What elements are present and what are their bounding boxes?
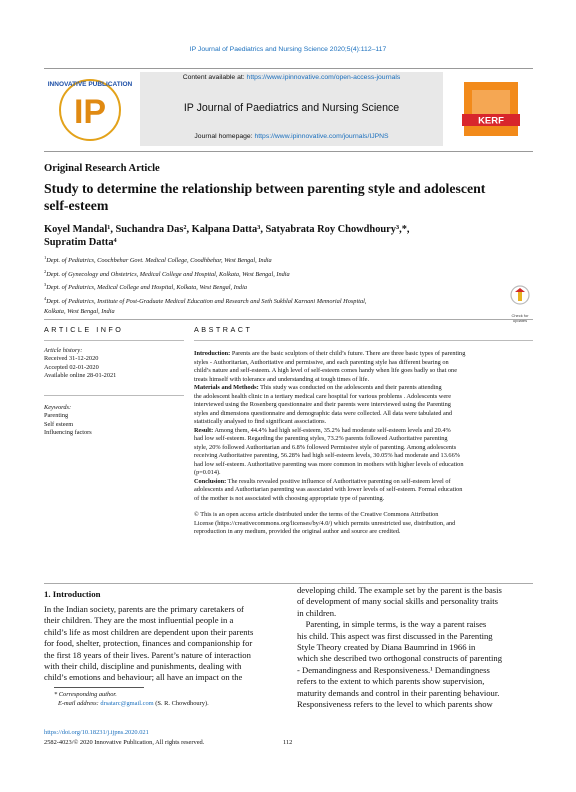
page-number: 112 [283,739,293,746]
content-link[interactable]: https://www.ipinnovative.com/open-access-journals [246,74,401,81]
crossmark-badge[interactable]: Check for updates [505,284,535,316]
section-heading-introduction: 1. Introduction [44,589,101,599]
received-date: Received 31-12-2020 [44,355,99,363]
body-right-column: developing child. The example set by the parent is the basis of development of many social skills and personality traits in children. Parenting, in simple terms, is the way a parent raises his child. This aspect was first discussed in the Parenting Style Theory created by Diana Baumrind in 1966 in which she described two orthogonal constructs of parenting - Demandingness and Responsiveness.¹ Demandingness refers to the extent to which parents show supervision, maturity demands and control in their parenting behaviour. Responsiveness refers to the level to which parents show [297,585,503,710]
info-rule-2 [44,395,184,396]
journal-homepage: Journal homepage: https://www.ipinnovative.com/journals/IJPNS [194,133,389,140]
running-header: IP Journal of Paediatrics and Nursing Science 2020;5(4):112–117 [189,46,387,53]
abstract-conclusion: Conclusion: The results revealed positive influence of Authoritative parenting on self-esteem level of adolescents and Authoritarian parenting was associated with lower levels of self-esteem. Formal education of the mother is not associated with choosing appropriate type of parenting. [194,477,463,502]
publisher-logo [44,72,136,146]
authors: Koyel Mandal¹, Suchandra Das², Kalpana Datta³, Satyabrata Roy Chowdhoury³,*, Supratim Datta⁴ [44,224,410,248]
kerf-logo [448,72,533,146]
abstract-rule [194,340,533,341]
article-info-heading: ARTICLE INFO [44,325,124,334]
body-rule [44,583,533,584]
affiliation-1: $^1$Dept. of Pediatrics, Coochbehar Govt. Medical College, Coodhbehar, West Bengal, India [44,255,272,265]
info-rule [44,340,184,341]
publisher-logo-letters: IP [73,93,107,131]
doi-link[interactable]: https://doi.org/10.18231/j.ijpns.2020.021 [44,729,149,736]
keyword: Influencing factors [44,429,92,437]
affiliation-3: $^3$Dept. of Pediatrics, Medical College and Hospital, Kolkata, West Bengal, India [44,282,247,292]
issn-copyright: 2582-4023/© 2020 Innovative Publication, All rights reserved. [44,739,205,746]
license-statement: © This is an open access article distributed under the terms of the Creative Commons Attribution License (https://creativecommons.org/licenses/by/4.0/) which permits unrestricted use, distribution, and reproduction in any medium, provided the original author and source are credited. [194,511,456,535]
content-available: Content available at: https://www.ipinnovative.com/open-access-journals [182,74,401,81]
footnote: * Corresponding author. E-mail address: drsatarc@gmail.com (S. R. Chowdhoury). [54,691,209,707]
kerf-logo-text: KERF [478,115,504,127]
accepted-date: Accepted 02-01-2020 [44,363,99,371]
body-left-column: In the Indian society, parents are the primary caretakers of their children. They are the most influential people in a child’s life as most children are dependent upon their parents for food, shelter, protection, finances and companionship for the first 18 years of their lives. Parent’s nature of interaction with their child, discipline and punishments, dealing with child’s emotions and behaviour; all have an impact on the [44,604,254,683]
article-title: Study to determine the relationship between parenting style and adolescent self-esteem [44,181,486,213]
affiliation-4-cont: Kolkata, West Bengal, India [44,308,115,315]
online-date: Available online 28-01-2021 [44,372,117,380]
journal-title: IP Journal of Paediatrics and Nursing Science [183,102,400,114]
keywords: Keywords: Parenting Self esteem Influencing factors [44,404,184,438]
abstract-heading: ABSTRACT [194,325,253,334]
section-rule [44,319,533,320]
email-link[interactable]: drsatarc@gmail.com [100,700,154,707]
keyword: Self esteem [44,420,74,428]
abstract-result: Result: Among them, 44.4% had high self-esteem, 35.2% had moderate self-esteem levels and 20.4% had low self-esteem. Regarding the parenting styles, 73.2% parents followed Authoritative parenting style, 20% followed Authoritarian and 6.8% followed Permissive style of parenting. Among adolescents receiving Authoritative parenting, 56.28% had high self-esteem levels, 30.05% had moderate and 13.66% had low self-esteem. Authoritative parenting was more common in mothers with higher levels of education (p=0.014). [194,426,464,476]
affiliations [44,253,484,317]
article-type: Original Research Article [44,163,160,174]
keyword: Parenting [44,412,69,420]
homepage-link[interactable]: https://www.ipinnovative.com/journals/IJPNS [254,133,389,140]
abstract-methods: Materials and Methods: This study was conducted on the adolescents and their parents attending the adolescent health clinic in a tertiary medical care hospital for various problems . Adolescents were interviewed using the Rosenberg questionnaire and their parents were interviewed using the Parenting styles and dimensions questionnaire and demographic data were collected. All data were tabulated and statistically analysed to find significant associations. [194,384,453,425]
affiliation-2: $^2$Dept. of Gynecology and Obstetrics, Medical College and Hospital, Kolkata, West Bengal, India [44,268,290,278]
abstract-body [194,350,533,537]
footnote-rule [54,687,144,688]
publisher-logo-top: INNOVATIVE PUBLICATION [47,81,133,88]
abstract-introduction: Introduction: Parents are the basic sculptors of their child’s future. There are three basic types of parenting styles - Authoritarian, Authoritative and permissive, and each parenting style has different bearing on child’s nature and self-esteem. A high level of self-esteem comes handy when life goes badly so that one treats himself with tolerance and understanding at tough times of life. [194,350,466,383]
article-history: Article history: Received 31-12-2020 Accepted 02-01-2020 Available online 28-01-2021 [44,347,184,381]
affiliation-4: $^4$Dept. of Pediatrics, Institute of Post-Graduate Medical Education and Research and Seth Sukhlal Karnani Memorial Hospital, [44,295,367,305]
